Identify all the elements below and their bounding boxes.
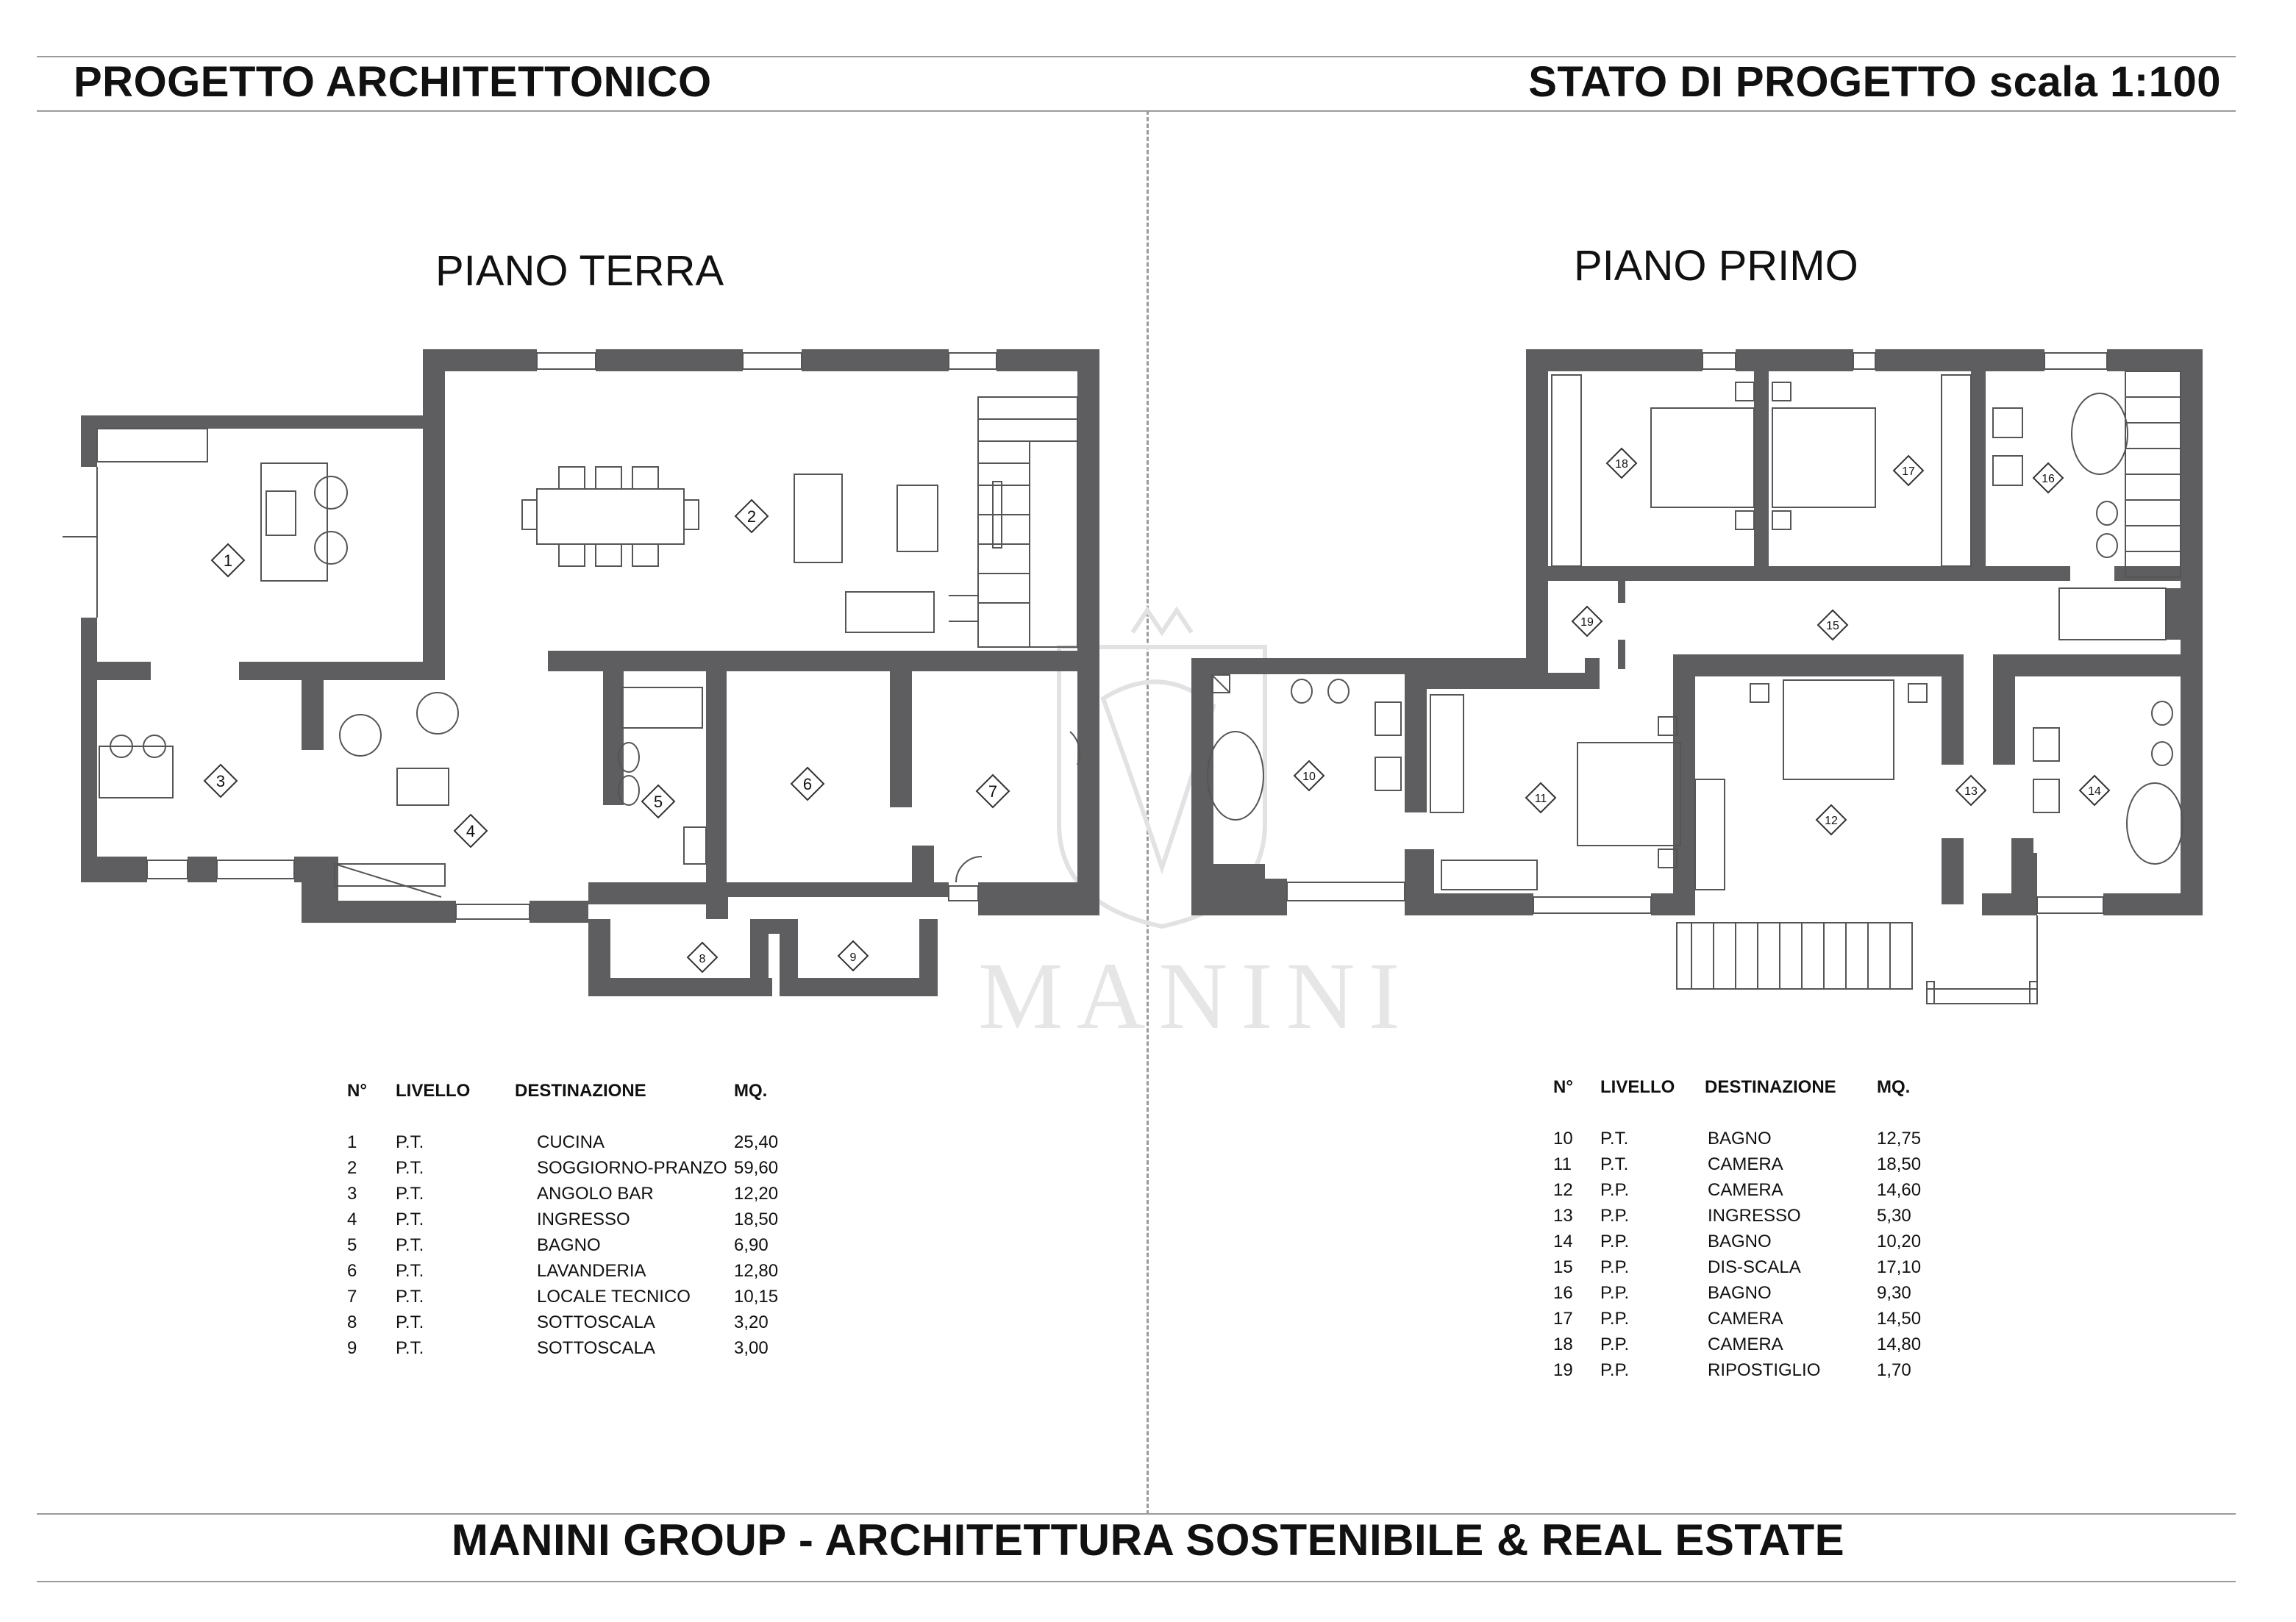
table-row xyxy=(347,1207,800,1232)
room-number-11: 11 xyxy=(1534,793,1547,805)
table-row xyxy=(1553,1203,1943,1229)
cell-destinazione: CAMERA xyxy=(1708,1179,1783,1200)
cell-livello: P.T. xyxy=(396,1260,424,1281)
cell-n: 12 xyxy=(1553,1179,1573,1200)
cell-destinazione: BAGNO xyxy=(1708,1128,1772,1148)
scale-title: STATO DI PROGETTO scala 1:100 xyxy=(1528,58,2221,106)
cell-livello: P.T. xyxy=(396,1286,424,1307)
table-row xyxy=(1553,1306,1943,1332)
cell-n: 16 xyxy=(1553,1282,1573,1303)
room-number-14: 14 xyxy=(2088,785,2101,798)
legend-header-destinazione: DESTINAZIONE xyxy=(515,1081,646,1101)
room-number-3: 3 xyxy=(215,772,226,790)
cell-n: 18 xyxy=(1553,1334,1573,1354)
cell-n: 8 xyxy=(347,1312,357,1332)
cell-n: 17 xyxy=(1553,1308,1573,1329)
cell-destinazione: SOTTOSCALA xyxy=(537,1337,655,1358)
cell-n: 6 xyxy=(347,1260,357,1281)
legend-header-mq: MQ. xyxy=(734,1081,768,1101)
cell-n: 1 xyxy=(347,1132,357,1152)
room-number-13: 13 xyxy=(1964,785,1978,798)
cell-mq: 14,60 xyxy=(1877,1179,1922,1200)
table-row xyxy=(347,1310,800,1335)
cell-livello: P.T. xyxy=(396,1183,424,1204)
legend-header-n: N° xyxy=(1553,1077,1573,1097)
cell-livello: P.P. xyxy=(1600,1231,1630,1251)
footer-company-text: MANINI GROUP - ARCHITETTURA SOSTENIBILE & REAL ESTATE xyxy=(451,1515,1845,1565)
table-row xyxy=(347,1129,800,1155)
cell-n: 14 xyxy=(1553,1231,1573,1251)
room-number-9: 9 xyxy=(849,951,857,964)
cell-livello: P.T. xyxy=(396,1209,424,1229)
room-number-12: 12 xyxy=(1825,815,1838,827)
cell-livello: P.T. xyxy=(396,1337,424,1358)
cell-livello: P.P. xyxy=(1600,1205,1630,1226)
cell-livello: P.T. xyxy=(396,1312,424,1332)
table-row xyxy=(347,1155,800,1181)
table-row xyxy=(347,1232,800,1258)
first-floor-title: PIANO PRIMO xyxy=(1574,242,1858,290)
cell-mq: 59,60 xyxy=(734,1157,779,1178)
room-number-18: 18 xyxy=(1615,458,1628,471)
ground-floor-title: PIANO TERRA xyxy=(435,247,724,295)
cell-mq: 5,30 xyxy=(1877,1205,1911,1226)
watermark-text: MANINI xyxy=(978,943,1413,1049)
room-number-5: 5 xyxy=(653,793,663,811)
legend-header-livello: LIVELLO xyxy=(1600,1077,1675,1097)
cell-mq: 25,40 xyxy=(734,1132,779,1152)
cell-destinazione: LOCALE TECNICO xyxy=(537,1286,691,1307)
legend-header-livello: LIVELLO xyxy=(396,1081,471,1101)
cell-mq: 14,50 xyxy=(1877,1308,1922,1329)
room-number-10: 10 xyxy=(1302,771,1316,783)
cell-mq: 3,20 xyxy=(734,1312,769,1332)
cell-mq: 18,50 xyxy=(734,1209,779,1229)
room-number-2: 2 xyxy=(746,507,757,526)
cell-destinazione: CAMERA xyxy=(1708,1308,1783,1329)
cell-destinazione: SOGGIORNO-PRANZO xyxy=(537,1157,727,1178)
cell-n: 7 xyxy=(347,1286,357,1307)
table-row xyxy=(347,1335,800,1361)
footer-bottom-rule xyxy=(37,1581,2236,1582)
cell-n: 11 xyxy=(1553,1154,1572,1174)
ground-floor-plan xyxy=(63,349,1099,996)
cell-destinazione: BAGNO xyxy=(1708,1282,1772,1303)
room-number-15: 15 xyxy=(1826,620,1839,632)
room-number-6: 6 xyxy=(802,775,813,793)
cell-mq: 12,75 xyxy=(1877,1128,1922,1148)
table-row xyxy=(1553,1357,1943,1383)
cell-livello: P.T. xyxy=(396,1157,424,1178)
cell-n: 9 xyxy=(347,1337,357,1358)
cell-livello: P.P. xyxy=(1600,1334,1630,1354)
legend-header-mq: MQ. xyxy=(1877,1077,1911,1097)
room-number-1: 1 xyxy=(223,551,233,570)
table-row xyxy=(1553,1229,1943,1254)
legend-header-destinazione: DESTINAZIONE xyxy=(1705,1077,1836,1097)
room-number-19: 19 xyxy=(1580,616,1594,629)
cell-livello: P.T. xyxy=(1600,1154,1629,1174)
table-row xyxy=(347,1284,800,1310)
table-row xyxy=(1553,1151,1943,1177)
cell-mq: 10,15 xyxy=(734,1286,779,1307)
cell-n: 3 xyxy=(347,1183,357,1204)
cell-destinazione: BAGNO xyxy=(537,1235,601,1255)
cell-mq: 9,30 xyxy=(1877,1282,1911,1303)
room-number-4: 4 xyxy=(466,822,476,840)
cell-destinazione: INGRESSO xyxy=(537,1209,630,1229)
cell-n: 2 xyxy=(347,1157,357,1178)
table-row xyxy=(1553,1254,1943,1280)
cell-destinazione: CAMERA xyxy=(1708,1334,1783,1354)
cell-destinazione: DIS-SCALA xyxy=(1708,1257,1801,1277)
cell-mq: 1,70 xyxy=(1877,1360,1911,1380)
cell-livello: P.P. xyxy=(1600,1257,1630,1277)
cell-mq: 3,00 xyxy=(734,1337,769,1358)
table-row xyxy=(347,1258,800,1284)
cell-destinazione: SOTTOSCALA xyxy=(537,1312,655,1332)
room-number-8: 8 xyxy=(699,953,706,965)
cell-livello: P.P. xyxy=(1600,1308,1630,1329)
table-row xyxy=(1553,1177,1943,1203)
table-row xyxy=(1553,1280,1943,1306)
legend-ground-floor xyxy=(347,1081,800,1361)
cell-mq: 12,20 xyxy=(734,1183,779,1204)
room-number-17: 17 xyxy=(1902,465,1915,478)
legend-header-n: N° xyxy=(347,1081,367,1101)
cell-livello: P.T. xyxy=(396,1235,424,1255)
cell-destinazione: CUCINA xyxy=(537,1132,605,1152)
cell-destinazione: INGRESSO xyxy=(1708,1205,1801,1226)
cell-livello: P.T. xyxy=(1600,1128,1629,1148)
legend-first-floor xyxy=(1553,1077,1943,1383)
cell-mq: 12,80 xyxy=(734,1260,779,1281)
cell-mq: 17,10 xyxy=(1877,1257,1922,1277)
room-number-7: 7 xyxy=(988,782,998,801)
table-row xyxy=(347,1181,800,1207)
cell-mq: 6,90 xyxy=(734,1235,769,1255)
cell-n: 10 xyxy=(1553,1128,1573,1148)
cell-destinazione: BAGNO xyxy=(1708,1231,1772,1251)
cell-destinazione: LAVANDERIA xyxy=(537,1260,646,1281)
cell-livello: P.P. xyxy=(1600,1282,1630,1303)
first-floor-plan xyxy=(1191,349,2203,1004)
cell-destinazione: RIPOSTIGLIO xyxy=(1708,1360,1821,1380)
cell-n: 15 xyxy=(1553,1257,1573,1277)
cell-destinazione: CAMERA xyxy=(1708,1154,1783,1174)
cell-n: 19 xyxy=(1553,1360,1573,1380)
cell-destinazione: ANGOLO BAR xyxy=(537,1183,654,1204)
project-title: PROGETTO ARCHITETTONICO xyxy=(74,58,712,106)
cell-mq: 18,50 xyxy=(1877,1154,1922,1174)
cell-mq: 10,20 xyxy=(1877,1231,1922,1251)
cell-n: 4 xyxy=(347,1209,357,1229)
cell-livello: P.P. xyxy=(1600,1360,1630,1380)
table-row xyxy=(1553,1332,1943,1357)
cell-mq: 14,80 xyxy=(1877,1334,1922,1354)
cell-n: 5 xyxy=(347,1235,357,1255)
room-number-16: 16 xyxy=(2042,473,2055,485)
cell-n: 13 xyxy=(1553,1205,1573,1226)
cell-livello: P.T. xyxy=(396,1132,424,1152)
cell-livello: P.P. xyxy=(1600,1179,1630,1200)
table-row xyxy=(1553,1126,1943,1151)
